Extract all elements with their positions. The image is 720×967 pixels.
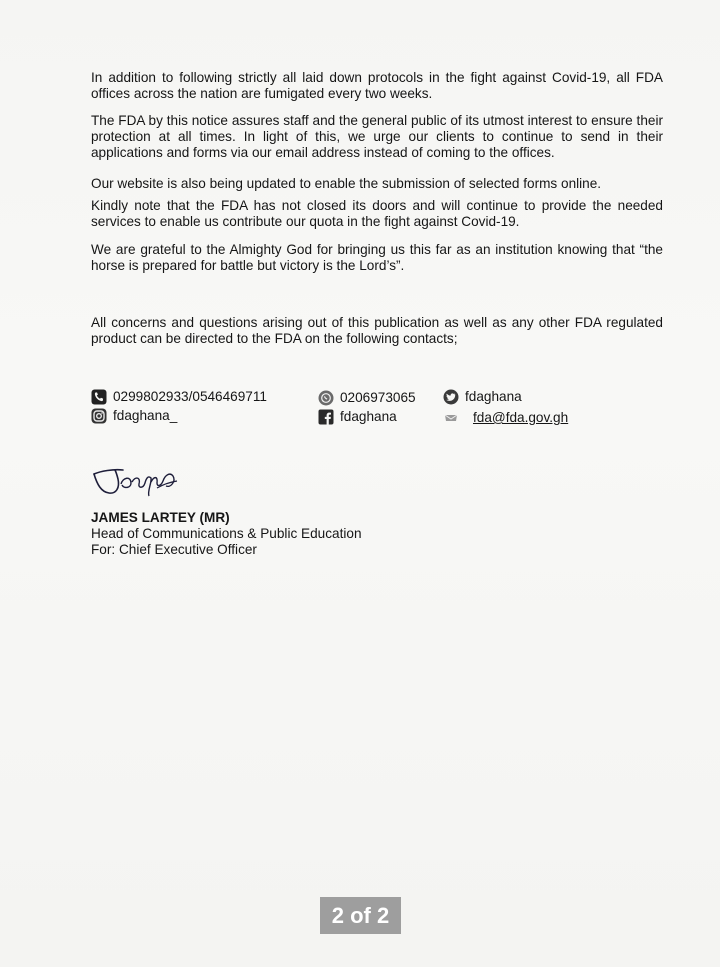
contact-whatsapp[interactable] — [318, 390, 416, 406]
paragraph-website-update: Our website is also being updated to enable the submission of selected forms online. — [91, 176, 602, 191]
contact-whatsapp-text: 0206973065 — [340, 390, 416, 405]
paragraph-gratitude: We are grateful to the Almighty God for bringing us this far as an institution knowing that “the horse is prepared for battle but victory is the Lord’s”. — [91, 242, 663, 273]
contact-facebook[interactable] — [318, 409, 397, 425]
contact-twitter[interactable] — [443, 389, 522, 405]
contact-phone-text: 0299802933/0546469711 — [113, 389, 267, 404]
twitter-icon — [443, 389, 459, 405]
signatory-block — [91, 510, 362, 558]
instagram-icon — [91, 408, 107, 424]
page-indicator: 2 of 2 — [320, 897, 401, 934]
phone-icon — [91, 389, 107, 405]
email-icon — [443, 410, 459, 426]
contact-email-link[interactable]: fda@fda.gov.gh — [473, 410, 569, 425]
signatory-title: Head of Communications & Public Education — [91, 526, 362, 541]
contact-facebook-text: fdaghana — [340, 409, 397, 424]
contact-instagram-text: fdaghana_ — [113, 408, 178, 423]
paragraph-services-continue: Kindly note that the FDA has not closed its doors and will continue to provide the needed services to enable us contribute our quota in the fight against Covid-19. — [91, 198, 663, 229]
contact-email[interactable] — [443, 410, 568, 426]
signatory-name: JAMES LARTEY (MR) — [91, 510, 230, 525]
paragraph-contact-intro: All concerns and questions arising out of this publication as well as any other FDA regulated product can be directed to the FDA on the following contacts; — [91, 315, 663, 346]
paragraph-protection-notice: The FDA by this notice assures staff and the general public of its utmost interest to ensure their protection at all times. In light of this, we urge our clients to continue to send in their applications and forms via our email address instead of coming to the offices. — [91, 113, 663, 160]
facebook-icon — [318, 409, 334, 425]
contact-twitter-text: fdaghana — [465, 389, 522, 404]
signatory-on-behalf: For: Chief Executive Officer — [91, 542, 257, 557]
whatsapp-icon — [318, 390, 334, 406]
paragraph-fumigation: In addition to following strictly all laid down protocols in the fight against Covid-19, all FDA offices across the nation are fumigated every two weeks. — [91, 70, 663, 101]
handwritten-signature — [91, 462, 186, 504]
contact-instagram[interactable] — [91, 408, 177, 424]
contact-phone[interactable] — [91, 389, 267, 405]
